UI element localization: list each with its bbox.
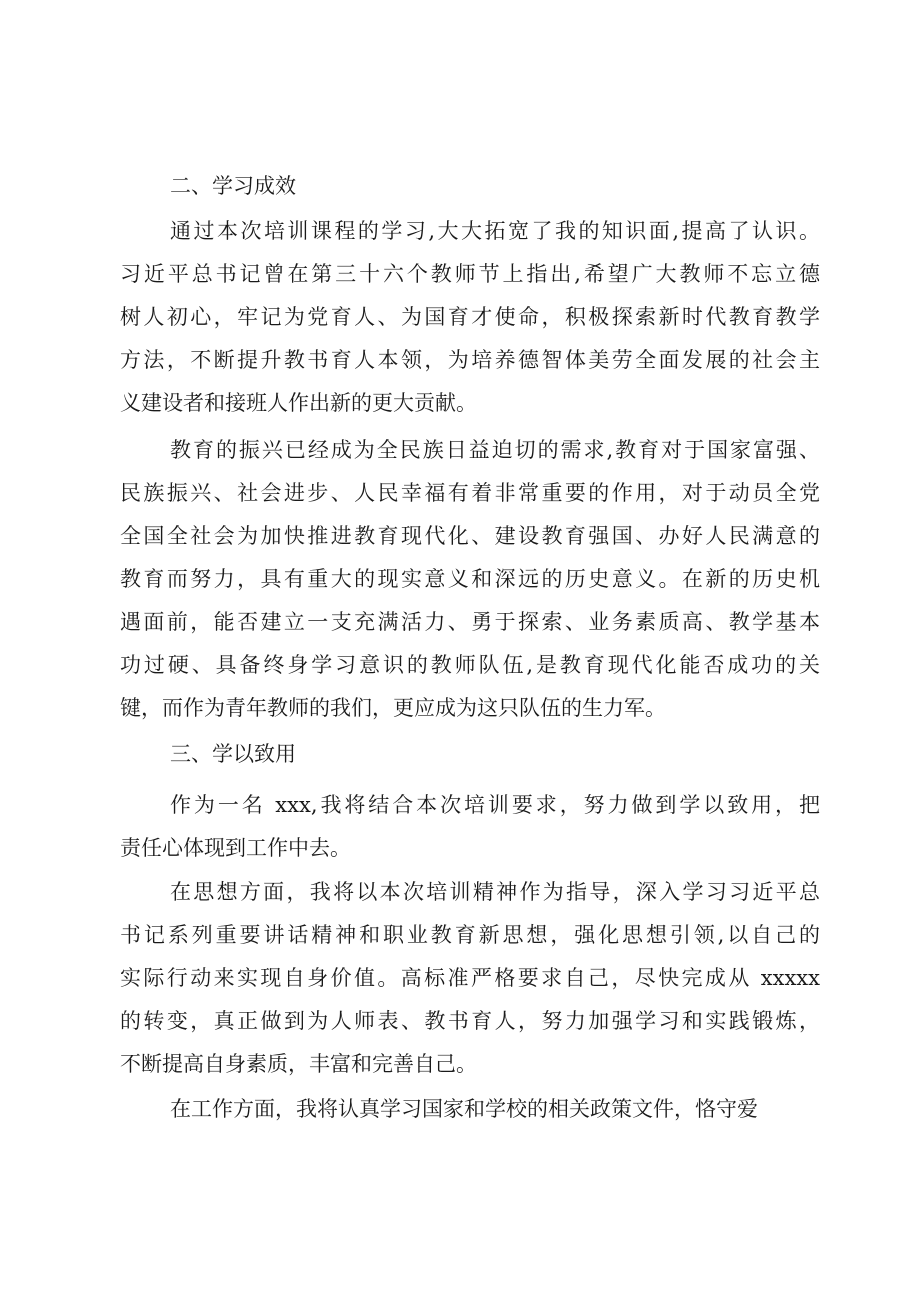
paragraph-line: 全国全社会为加快推进教育现代化、建设教育强国、办好人民满意的: [120, 524, 820, 548]
paragraph-line: 不断提高自身素质，丰富和完善自己。: [120, 1052, 477, 1076]
paragraph-line: 通过本次培训课程的学习,大大拓宽了我的知识面,提高了认识。: [170, 219, 820, 243]
paragraph-line: 责任心体现到工作中去。: [120, 836, 351, 860]
section-heading: 三、学以致用: [170, 742, 296, 766]
paragraph-line: 民族振兴、社会进步、人民幸福有着非常重要的作用，对于动员全党: [120, 481, 820, 505]
paragraph-line: 功过硬、具备终身学习意识的教师队伍,是教育现代化能否成功的关: [120, 653, 820, 677]
paragraph-line: 方法，不断提升教书育人本领，为培养德智体美劳全面发展的社会主: [120, 348, 820, 372]
paragraph-line: 义建设者和接班人作出新的更大贡献。: [120, 391, 477, 415]
paragraph-line: 在思想方面，我将以本次培训精神作为指导，深入学习习近平总: [170, 880, 820, 904]
section-heading: 二、学习成效: [170, 174, 296, 198]
paragraph-line: 教育而努力，具有重大的现实意义和深远的历史意义。在新的历史机: [120, 567, 820, 591]
paragraph-line: 教育的振兴已经成为全民族日益迫切的需求,教育对于国家富强、: [170, 438, 820, 462]
paragraph-line: 书记系列重要讲话精神和职业教育新思想，强化思想引领,以自己的: [120, 923, 820, 947]
paragraph-line: 实际行动来实现自身价值。高标准严格要求自己，尽快完成从 xxxxx: [120, 966, 820, 990]
paragraph-line: 树人初心，牢记为党育人、为国育才使命，积极探索新时代教育教学: [120, 305, 820, 329]
paragraph-line: 遇面前，能否建立一支充满活力、勇于探索、业务素质高、教学基本: [120, 610, 820, 634]
paragraph-line: 作为一名 xxx,我将结合本次培训要求，努力做到学以致用，把: [170, 793, 820, 817]
paragraph-line: 习近平总书记曾在第三十六个教师节上指出,希望广大教师不忘立德: [120, 262, 820, 286]
paragraph-line: 在工作方面，我将认真学习国家和学校的相关政策文件，恪守爱: [170, 1097, 758, 1121]
paragraph-line: 的转变，真正做到为人师表、教书育人，努力加强学习和实践锻炼，: [120, 1009, 820, 1033]
paragraph-line: 键，而作为青年教师的我们，更应成为这只队伍的生力军。: [120, 696, 666, 720]
